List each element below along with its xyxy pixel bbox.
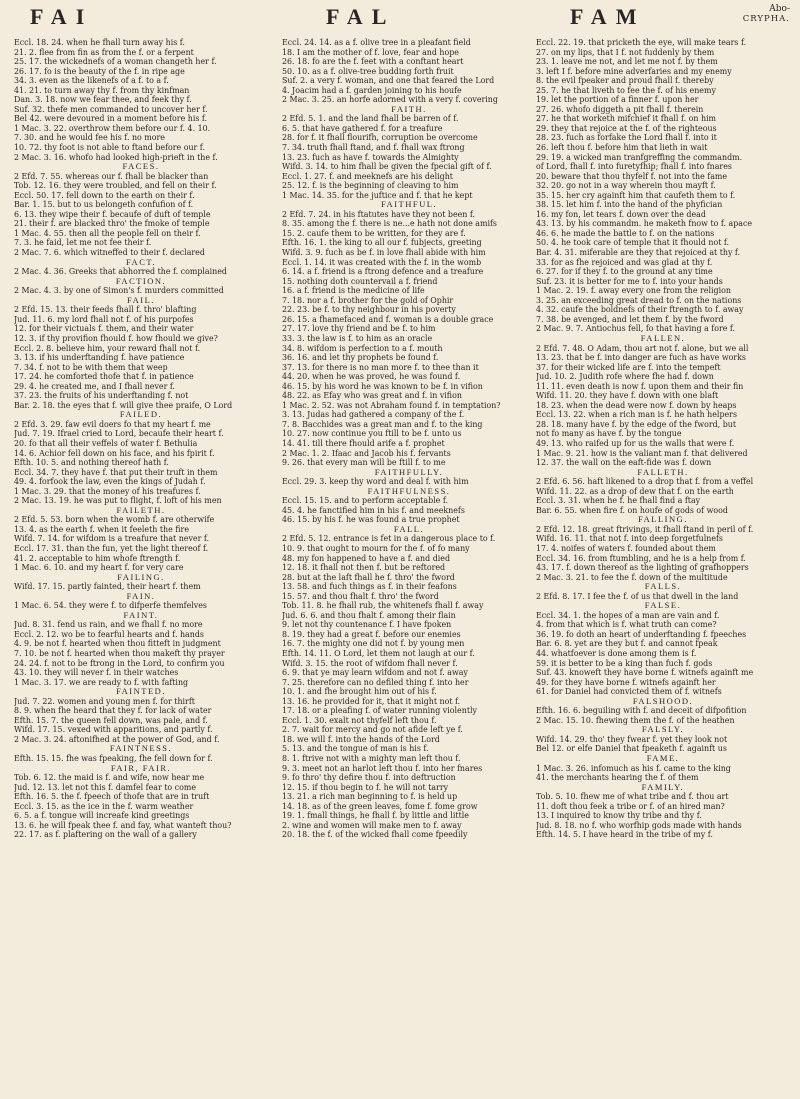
concordance-line: 17. 24. he comforted thofe that f. in patience [14,372,194,382]
concordance-line: 15. nothing doth countervail a f. friend [282,276,438,286]
concordance-line: Efth. 16. 5. the f. fpeech of thofe that are in truft [14,792,210,802]
concordance-line: Wifd. 3. 15. the root of wifdom fhall never f. [282,658,458,668]
entry-heading: FALSE. [644,601,682,611]
concordance-line: 1 Mac. 4. 55. then all the people fell on their f. [14,228,201,238]
concordance-line: 18. 23. when the dead were now f. down by heaps [536,400,737,410]
entry-heading: FAITHFUL. [380,200,438,210]
concordance-line: 26. 18. fo are the f. feet with a conftant heart [282,57,464,67]
concordance-line: 7. 8. Bacchides was a great man and f. to the king [282,419,483,429]
concordance-line: 15. 2. caufe them to be written, for they are f. [282,228,466,238]
concordance-line: 9. 3. meet not an harlot left thou f. into her fnares [282,763,483,773]
entry-heading: FAIR, FAIR. [110,763,172,773]
concordance-line: 8. 1. ftrive not with a mighty man left thou f. [282,754,461,764]
concordance-line: Eccl. 18. 24. when he fhall turn away his f. [14,38,185,47]
concordance-line: 48. my fon happened to have a f. and died [282,553,450,563]
concordance-line: Eccl. 34. 7. they have f. that put their truft in them [14,467,218,477]
concordance-line: 3. left I f. before mine adverfaries and my enemy [536,66,732,76]
concordance-line: Eccl. 34. 16. from ftumbling, and he is a help from f. [536,553,746,563]
concordance-line: 2 Mac. 3. 16. whofo had looked high-prieft in the f. [14,152,218,162]
concordance-line: 13. 23. that be f. into danger are fuch as have works [536,353,746,363]
concordance-line: Dan. 3. 18. now we fear thee, and feek thy f. [14,95,192,105]
concordance-line: 13. 16. he provided for it, that it might not f. [282,696,461,706]
concordance-line: 25. 12. f. is the beginning of cleaving to him [282,181,459,191]
entry-heading: FALSHOOD. [632,696,694,706]
concordance-line: 43. 13. by his commandm. he maketh fnow to f. apace [536,219,753,229]
concordance-line: 2 Efd. 5. 1. and the land fhall be barren of f. [282,114,459,124]
running-headword-right: FAM [570,4,646,29]
concordance-line: 10. 1. and fhe brought him out of his f. [282,687,437,697]
concordance-line: 17. 4. noifes of waters f. founded about them [536,543,716,553]
concordance-line: 6. 14. a f. friend is a ftrong defence and a treafure [282,267,484,277]
concordance-line: 3. 13. if his underftanding f. have patience [14,353,185,363]
concordance-line: 4. 32. caufe the boldnefs of their ftrength to f. away [536,305,744,315]
entry-heading: FAMILY. [641,782,685,792]
entry-heading: FALSLY. [641,725,685,735]
concordance-line: 9. fo thro' thy defire thou f. into deftruction [282,773,456,783]
concordance-line: 35. 15. her cry againft him that caufeth them to f. [536,190,736,200]
entry-heading: FAIN. [126,591,156,601]
concordance-line: Efth. 16. 6. beguiling with f. and deceit of difpofition [536,706,747,716]
concordance-line: 8. 35. among the f. there is ne...e hath not done amifs [282,219,497,229]
concordance-line: 28. for f. it fhall flourifh, corruption be overcome [282,133,478,143]
concordance-line: 8. 19. they had a great f. before our enemies [282,629,461,639]
concordance-line: 2 Mac. 7. 6. which witneffed to their f. declared [14,248,205,258]
concordance-line: Tob. 11. 8. he fhall rub, the whitenefs fhall f. away [282,601,484,611]
concordance-line: 46. 15. by his f. he was found a true prophet [282,515,460,525]
concordance-line: 2. wine and women will make men to f. away [282,820,462,830]
concordance-line: 36. 19. fo doth an heart of underftanding f. fpeeches [536,629,747,639]
concordance-line: 18. I am the mother of f. love, fear and hope [282,47,459,57]
concordance-line: 2 Mac. 1. 2. Ifaac and Jacob his f. fervants [282,448,451,458]
concordance-line: Jud. 12. 13. let not this f. damfel fear to come [14,782,196,792]
concordance-line: 41. 2. acceptable to him whofe ftrength f. [14,553,181,563]
concordance-line: 11. doft thou feek a tribe or f. of an hired man? [536,801,725,811]
concordance-line: not fo many as have f. by the tongue [536,429,682,439]
concordance-line: 15. 57. and thou fhalt f. thro' the fword [282,591,439,601]
concordance-line: 19. 1. fmall things, he fhall f. by little and little [282,811,469,821]
concordance-line: Jud. 7. 19. Ifrael cried to Lord, becaufe their heart f. [14,429,224,439]
concordance-line: 46. 6. he made the battle to f. on the nations [536,228,715,238]
concordance-line: Eccl. 50. 17. fell down to the earth on their f. [14,190,195,200]
concordance-line: 25. 17. the wickednefs of a woman changeth her f. [14,57,217,67]
entry-heading: FALLING. [638,515,688,525]
entry-heading: FAITHFULLY. [374,467,444,477]
concordance-line: 2 Efd. 12. 18. great ftrivings, it fhall ftand in peril of f. [536,524,754,534]
concordance-line: 2 Mac. 3. 21. to fee the f. down of the multitude [536,572,728,582]
concordance-line: 1 Mac. 3. 22. overthrow them before our f. 4. 10. [14,123,211,133]
concordance-line: 28. 18. many have f. by the edge of the fword, but [536,419,737,429]
concordance-line: 29. 19. a wicked man tranfgreffing the commandm. [536,152,743,162]
concordance-line: 33. for as fhe rejoiced and was glad at thy f. [536,257,713,267]
concordance-line: 4. from that which is f. what truth can come? [536,620,717,630]
concordance-line: 2 Mac. 9. 7. Antiochus fell, fo that having a fore f. [536,324,736,334]
concordance-line: Efth. 14. 11. O Lord, let them not laugh at our f. [282,649,475,658]
concordance-line: 50. 10. as a f. olive-tree budding forth fruit [282,66,454,76]
concordance-line: Tob. 12. 16. they were troubled, and fell on their f. [14,181,217,191]
concordance-line: Eccl. 3. 31. when he f. he fhall find a ftay [536,496,701,506]
concordance-line: 50. 4. he took care of temple that it fhould not f. [536,238,730,248]
concordance-line: 10. 9. that ought to mourn for the f. of fo many [282,543,470,553]
concordance-line: 27. 17. love thy friend and be f. to him [282,324,436,334]
entry-heading: FAINTNESS. [109,744,173,754]
concordance-line: 1 Mac. 9. 21. how is the valiant man f. that delivered [536,448,748,458]
concordance-line: 37. for their wicked life are f. into the tempeft [536,362,721,372]
concordance-line: 26. left thou f. before him that lieth in wait [536,143,708,153]
concordance-line: 1 Mac. 3. 29. that the money of his treafures f. [14,486,201,496]
concordance-line: Jud. 6. 6. and thou fhalt f. among their flain [282,610,456,620]
entry-heading: FAME. [646,754,680,764]
concordance-line: Wifd. 17. 15. partly fainted, their heart f. them [14,582,201,592]
concordance-line: 37. 13. for there is no man more f. to thee than it [282,362,479,372]
concordance-line: 1 Mac. 14. 35. for the juftice and f. that he kept [282,190,473,200]
concordance-line: 22. 23. be f. to thy neighbour in his poverty [282,305,456,315]
concordance-line: 18. we will f. into the hands of the Lord [282,734,440,744]
concordance-line: 3. 25. an exceeding great dread to f. on the nations [536,295,742,305]
entry-heading: FACT. [125,257,157,267]
concordance-line: Jud. 11. 6. my lord fhall not f. of his purpofes [14,314,194,324]
concordance-line: Eccl. 1. 30. exalt not thyfelf left thou f. [282,715,437,725]
concordance-line: 7. 34. truth fhall ftand, and f. fhall wax ftrong [282,143,465,153]
concordance-line: 41. 21. to turn away thy f. from thy kinfman [14,85,190,95]
concordance-line: 44. whatfoever is done among them is f. [536,649,697,658]
entry-heading: FALLETH. [637,467,689,477]
column-left [14,38,268,1098]
concordance-line: 8. the evil fpeaker and proud fhall f. thereby [536,76,714,86]
concordance-line: 8. 9. when fhe heard that they f. for lack of water [14,706,212,716]
concordance-line: Eccl. 24. 14. as a f. olive tree in a pleafant field [282,38,471,47]
concordance-line: 2 Mac. 3. 24. aftonifhed at the power of God, and f. [14,734,220,744]
concordance-line: 2 Efd. 7. 55. whereas our f. fhall be blacker than [14,171,209,181]
concordance-line: 11. 11. even death is now f. upon them and their fin [536,381,744,391]
concordance-line: 20. beware that thou thyfelf f. not into the fame [536,171,728,181]
concordance-line: 19. let the portion of a finner f. upon her [536,95,699,105]
concordance-line: Eccl. 17. 31. than the fun, yet the light thereof f. [14,543,209,553]
concordance-line: 5. 13. and the tongue of man is his f. [282,744,429,754]
concordance-line: Wifd. 14. 29. tho' they fwear f. yet they look not [536,734,728,744]
concordance-line: 13. I inquired to know thy tribe and thy f. [536,811,702,821]
entry-heading: FAINT. [123,610,159,620]
concordance-line: 29. 4. he created me, and I fhall never f. [14,381,176,391]
concordance-line: 61. for Daniel had convicted them of f. witnefs [536,687,722,697]
concordance-line: Eccl. 13. 22. when a rich man is f. he hath helpers [536,410,738,420]
concordance-line: 1 Mac. 6. 10. and my heart f. for very care [14,563,184,573]
entry-heading: FACES. [122,162,160,172]
concordance-line: Efth. 10. 5. and nothing thereof hath f. [14,458,169,468]
concordance-line: 16. my fon, let tears f. down over the dead [536,209,706,219]
concordance-line: 6. 5. a f. tongue will increafe kind greetings [14,811,190,821]
concordance-line: 26. 15. a fhamefaced and f. woman is a double grace [282,314,494,324]
catchword-line-2: CRYPHA. [742,14,790,24]
concordance-line: 32. 20. go not in a way wherein thou mayft f. [536,181,716,191]
concordance-line: Eccl. 22. 19. that pricketh the eye, will make tears f. [536,38,747,47]
concordance-line: 49. for they have borne f. witnefs againft her [536,677,716,687]
concordance-line: 16. a f. friend is the medicine of life [282,286,425,296]
concordance-line: 27. 26. whofo diggeth a pit fhall f. therein [536,104,704,114]
concordance-line: 20. fo that all their veffels of water f. Bethulia [14,438,198,448]
concordance-line: Tob. 5. 10. fhew me of what tribe and f. thou art [536,792,729,802]
concordance-line: 2 Efd. 6. 56. haft likened to a drop that f. from a veffel [536,477,754,487]
concordance-line: Wifd. 16. 11. that not f. into deep forgetfulnefs [536,534,723,544]
concordance-line: 12. 3. if thy provifion fhould f. how fhould we give? [14,333,218,343]
concordance-line: Suf. 23. it is better for me to f. into your hands [536,276,723,286]
concordance-line: 14. 18. as of the green leaves, fome f. fome grow [282,801,478,811]
concordance-line: 46. 15. by his word he was known to be f. in vifion [282,381,483,391]
entry-heading: FAILING. [117,572,165,582]
concordance-line: Suf. 2. a very f. woman, and one that feared the Lord [282,76,495,86]
entry-heading: FALLS. [644,582,682,592]
concordance-line: 4. 9. be not f. hearted when thou fitteft in judgment [14,639,221,649]
concordance-line: 12. 37. the wall on the eaft-fide was f. down [536,458,712,468]
concordance-line: 7. 18. nor a f. brother for the gold of Ophir [282,295,454,305]
concordance-line: Eccl. 1. 27. f. and meeknefs are his delight [282,171,453,181]
concordance-line: 49. 13. who raifed up for us the walls that were f. [536,438,735,448]
concordance-line: 12. for their victuals f. them, and their water [14,324,194,334]
concordance-line: 43. 17. f. down thereof as the lighting of grafhoppers [536,563,749,573]
concordance-line: 14. 41. till there fhould arife a f. prophet [282,438,445,448]
column-middle [282,38,536,1098]
concordance-line: Wifd. 17. 15. vexed with apparitions, and partly f. [14,725,213,735]
concordance-line: 2 Mac. 4. 3. by one of Simon's f. murders committed [14,286,224,296]
concordance-line: Suf. 32. thefe men commanded to uncover her f. [14,104,208,114]
concordance-line: 16. 7. the mighty one did not f. by young men [282,639,465,649]
concordance-line: 9. let not thy countenance f. I have fpoken [282,620,452,630]
entry-heading: FAITHFULNESS. [367,486,451,496]
concordance-line: 2 Efd. 3. 29. faw evil doers fo that my heart f. me [14,419,211,429]
concordance-line: 9. 26. that every man will be ftill f. to me [282,458,446,468]
concordance-line: 2 Mac. 13. 19. he was put to flight, f. loft of his men [14,496,222,506]
concordance-line: 7. 30. and he would fee his f. no more [14,133,165,143]
concordance-line: Bel 42. were devoured in a moment before his f. [14,114,208,124]
concordance-line: 6. 9. that ye may learn wifdom and not f. away [282,668,468,678]
concordance-line: 21. 2. flee from fin as from the f. or a ferpent [14,47,194,57]
running-headword-center: FAL [326,4,396,29]
concordance-line: 24. 24. f. not to be ftrong in the Lord, to confirm you [14,658,225,668]
concordance-line: 34. 8. wifdom is perfection to a f. mouth [282,343,443,353]
concordance-line: 2 Efd. 8. 17. I fee the f. of us that dwell in the land [536,591,739,601]
concordance-line: 28. but at the laft fhall he f. thro' the fword [282,572,455,582]
concordance-line: 7. 25. therefore can no defiled thing f. into her [282,677,469,687]
concordance-line: 2 Mac. 3. 25. an horfe adorned with a very f. covering [282,95,498,105]
concordance-line: 23. 1. leave me not, and let me not f. by them [536,57,718,67]
text-columns [0,38,800,1099]
concordance-line: Efth. 16. 1. the king to all our f. fubjects, greeting [282,238,482,248]
entry-heading: FALLEN. [640,333,686,343]
concordance-line: 7. 3. he faid, let me not fee their f. [14,238,152,248]
concordance-line: Eccl. 34. 1. the hopes of a man are vain and f. [536,610,720,620]
concordance-line: 12. 15. if thou begin to f. he will not tarry [282,782,449,792]
concordance-line: 22. 17. as f. plaftering on the wall of a gallery [14,830,197,840]
concordance-line: 34. 3. even as the likenefs of a f. to a f. [14,76,169,86]
catchword-line-1: Abo- [769,4,790,14]
concordance-line: Wifd. 3. 9. fuch as be f. in love fhall abide with him [282,248,486,258]
concordance-line: 20. 18. the f. of the wicked fhall come fpeedily [282,830,468,840]
entry-heading: FAITH. [391,104,427,114]
concordance-line: 6. 27. for if they f. to the ground at any time [536,267,713,277]
concordance-line: 1 Mac. 2. 52. was not Abraham found f. in temptation? [282,400,501,410]
concordance-line: 21. their f. are blacked thro' the fmoke of temple [14,219,210,229]
concordance-line: of Lord, fhall f. into furetyfhip; fhall f. into fnares [536,162,732,172]
concordance-line: Jud. 10. 2. Judith rofe where fhe had f. down [536,372,714,382]
concordance-line: 33. 3. the law is f. to him as an oracle [282,333,433,343]
entry-heading: FALL. [393,524,425,534]
concordance-line: Bel 12. or elfe Daniel that fpeaketh f. againft us [536,744,727,754]
concordance-line: 1 Mac. 3. 26. infomuch as his f. came to the king [536,763,731,773]
concordance-line: 37. 23. the fruits of his underftanding f. not [14,391,189,401]
concordance-line: 3. 13. Judas had gathered a company of the f. [282,410,465,420]
concordance-line: Jud. 8. 31. fend us rain, and we fhall f. no more [14,620,203,630]
concordance-line: Jud. 7. 22. women and young men f. for thirft [14,696,195,706]
concordance-line: 7. 10. be not f. hearted when thou makeft thy prayer [14,649,225,658]
concordance-line: 26. 17. fo is the beauty of the f. in ripe age [14,66,185,76]
concordance-line: 4. Joacim had a f. garden joining to his houfe [282,85,462,95]
entry-heading: FAILED. [119,410,163,420]
concordance-line: Tob. 6. 12. the maid is f. and wife, now hear me [14,773,205,783]
concordance-line: 45. 4. he fanctified him in his f. and meeknefs [282,505,465,515]
concordance-line: Bar. 6. 55. when fire f. on houfe of gods of wood [536,505,728,515]
concordance-line: Wifd. 11. 20. they have f. down with one blaft [536,391,719,401]
column-right [536,38,790,1098]
concordance-line: 59. it is better to be a king than fuch f. gods [536,658,713,668]
entry-heading: FAINTED. [116,687,166,697]
concordance-line: 36. 16. and let thy prophets be found f. [282,353,439,363]
concordance-line: 13. 58. and fuch things as f. in their feafons [282,582,457,592]
concordance-line: 6. 5. that have gathered f. for a treafure [282,123,443,133]
concordance-line: Bar. 4. 31. miferable are they that rejoiced at thy f. [536,248,741,258]
concordance-line: 13. 21. a rich man beginning to f. is held up [282,792,458,802]
concordance-line: 12. 18. it fhall not then f. but be reftored [282,563,446,573]
concordance-line: 48. 22. as Efay who was great and f. in vifion [282,391,462,401]
concordance-line: 13. 6. he will fpeak thee f. and fay, what wanteft thou? [14,820,232,830]
concordance-line: 2 Mac. 15. 10. fhewing them the f. of the heathen [536,715,735,725]
concordance-line: 7. 34. f. not to be with them that weep [14,362,168,372]
concordance-line: 27. on my lips, that I f. not fuddenly by them [536,47,715,57]
concordance-line: Eccl. 3. 15. as the ice in the f. warm weather [14,801,194,811]
concordance-line: 10. 72. thy foot is not able to ftand before our f. [14,143,205,153]
concordance-line: 1 Mac. 2. 19. f. away every one from the religion [536,286,731,296]
concordance-line: 1 Mac. 3. 17. we are ready to f. with fafting [14,677,189,687]
concordance-line: 41. the merchants hearing the f. of them [536,773,699,783]
concordance-line: 2 Efd. 15. 13. their feeds fhall f. thro' blafting [14,305,197,315]
concordance-line: Wifd. 11. 22. as a drop of dew that f. on the earth [536,486,734,496]
concordance-line: 28. 23. fuch as forfake the Lord fhall f. into it [536,133,717,143]
concordance-line: 13. 23. fuch as have f. towards the Almighty [282,152,459,162]
concordance-line: 2 Efd. 5. 53. born when the womb f. are otherwife [14,515,215,525]
concordance-line: 6. 13. they wipe their f. becaufe of duft of temple [14,209,211,219]
concordance-line: 13. 4. as the earth f. when it feeleth the fire [14,524,189,534]
concordance-line: Bar. 2. 18. the eyes that f. will give thee praife, O Lord [14,400,233,410]
concordance-line: 2. 7. wait for mercy and go not afide left ye f. [282,725,463,735]
entry-heading: FACTION. [115,276,167,286]
concordance-line: 44. 20. when he was proved, he was found f. [282,372,461,382]
concordance-line: Wifd. 7. 14. for wifdom is a treafure that never f. [14,534,210,544]
concordance-line: Suf. 43. knoweft they have borne f. witnefs againft me [536,668,754,678]
concordance-line: Eccl. 29. 3. keep thy word and deal f. with him [282,477,469,487]
concordance-line: Bar. 6. 8. yet are they but f. and cannot fpeak [536,639,718,649]
concordance-line: 27. he that worketh mifchief it fhall f. on him [536,114,717,124]
concordance-line: 2 Mac. 4. 36. Greeks that abhorred the f. complained [14,267,227,277]
concordance-line: Eccl. 1. 14. it was created with the f. in the womb [282,257,482,267]
concordance-line: 43. 10. they will never f. in their watches [14,668,179,678]
catchword [743,4,790,24]
entry-heading: FAILETH. [116,505,166,515]
concordance-line: 10. 27. now continue you ftill to be f. unto us [282,429,462,439]
concordance-line: 7. 38. be avenged, and let them f. by the fword [536,314,724,324]
concordance-line: 49. 4. forfook the law, even the kings of Judah f. [14,477,206,487]
concordance-line: Eccl. 15. 15. and to perform acceptable f. [282,496,448,506]
concordance-line: 2 Efd. 7. 48. O Adam, thou art not f. alone, but we all [536,343,749,353]
concordance-line: Wifd. 3. 14. to him fhall be given the fpecial gift of f. [282,162,492,172]
concordance-line: 29. they that rejoice at the f. of the righteous [536,123,717,133]
concordance-line: Efth. 15. 7. the queen fell down, was pale, and f. [14,715,208,725]
concordance-line: 25. 7. he that liveth to fee the f. of his enemy [536,85,716,95]
entry-heading: FAIL. [127,295,155,305]
concordance-line: 1 Mac. 6. 54. they were f. to difperfe themfelves [14,601,207,611]
running-headword-left: FAI [30,4,94,29]
concordance-line: Efth. 15. 15. fhe was fpeaking, fhe fell down for f. [14,754,213,764]
concordance-line: 2 Efd. 7. 24. in his ftatutes have they not been f. [282,209,476,219]
concordance-line: 14. 6. Achior fell down on his face, and his fpirit f. [14,448,215,458]
concordance-line: 2 Efd. 5. 12. entrance is fet in a dangerous place to f. [282,534,496,544]
concordance-line: Jud. 8. 18. no f. who worfhip gods made with hands [536,820,742,830]
concordance-line: Bar. 1. 15. but to us belongeth confufion of f. [14,200,194,210]
concordance-line: 17. 18. or a pleafing f. of water running violently [282,706,477,716]
concordance-line: Efth. 14. 5. I have heard in the tribe of my f. [536,830,713,840]
concordance-line: Eccl. 2. 12. wo be to fearful hearts and f. hands [14,629,204,639]
concordance-line: 38. 15. let him f. into the hand of the phyfician [536,200,723,210]
concordance-line: Eccl. 2. 8. believe him, your reward fhall not f. [14,343,201,353]
